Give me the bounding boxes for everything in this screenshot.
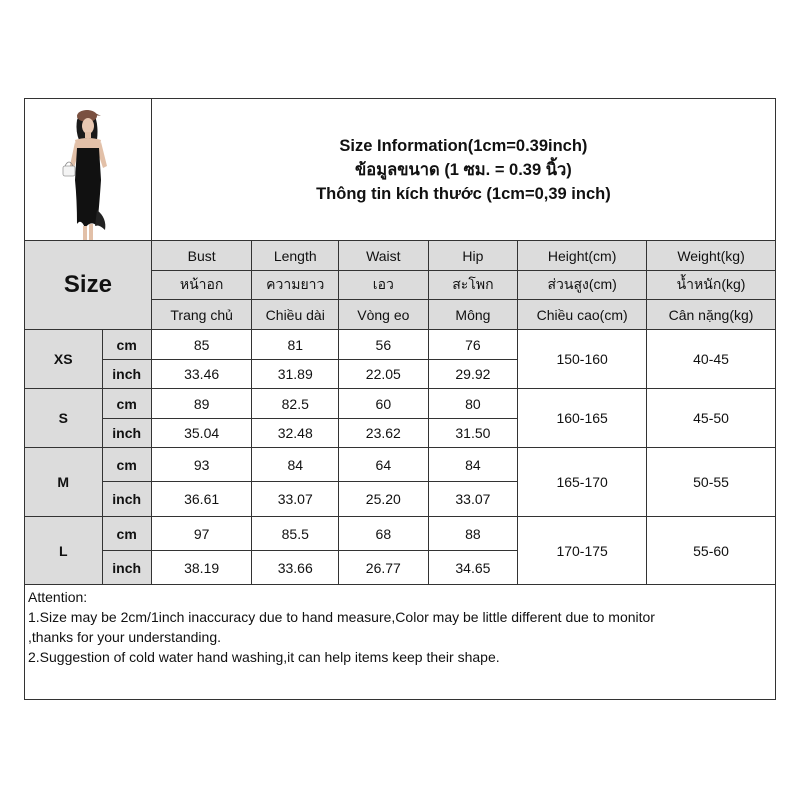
xs-length-inch: 31.89: [252, 360, 339, 389]
info-thai: ข้อมูลขนาด (1 ซม. = 0.39 นิ้ว): [355, 160, 572, 179]
size-l: L: [25, 517, 103, 585]
col-hip-th: สะโพก: [428, 271, 518, 300]
xs-hip-cm: 76: [428, 330, 518, 360]
product-photo: [25, 99, 152, 241]
col-height-vi: Chiều cao(cm): [518, 300, 647, 330]
col-length-th: ความยาว: [252, 271, 339, 300]
col-bust-vi: Trang chủ: [151, 300, 252, 330]
unit-inch: inch: [102, 482, 151, 517]
s-waist-cm: 60: [339, 389, 429, 419]
m-hip-cm: 84: [428, 448, 518, 482]
xs-waist-inch: 22.05: [339, 360, 429, 389]
col-waist-en: Waist: [339, 241, 429, 271]
m-weight: 50-55: [647, 448, 776, 517]
unit-inch: inch: [102, 419, 151, 448]
unit-cm: cm: [102, 517, 151, 551]
m-waist-inch: 25.20: [339, 482, 429, 517]
col-bust-th: หน้าอก: [151, 271, 252, 300]
info-vietnamese: Thông tin kích thước (1cm=0,39 inch): [316, 184, 611, 203]
l-bust-inch: 38.19: [151, 551, 252, 585]
m-waist-cm: 64: [339, 448, 429, 482]
m-length-inch: 33.07: [252, 482, 339, 517]
s-length-cm: 82.5: [252, 389, 339, 419]
size-column-header: Size: [25, 241, 152, 330]
l-length-cm: 85.5: [252, 517, 339, 551]
s-bust-inch: 35.04: [151, 419, 252, 448]
attention-line-2: ,thanks for your understanding.: [28, 629, 222, 645]
m-height: 165-170: [518, 448, 647, 517]
col-hip-vi: Mông: [428, 300, 518, 330]
s-hip-cm: 80: [428, 389, 518, 419]
xs-height: 150-160: [518, 330, 647, 389]
col-weight-vi: Cân nặng(kg): [647, 300, 776, 330]
unit-cm: cm: [102, 448, 151, 482]
info-english: Size Information(1cm=0.39inch): [339, 136, 588, 155]
model-photo-illustration: [25, 100, 149, 240]
col-length-vi: Chiều dài: [252, 300, 339, 330]
col-weight-en: Weight(kg): [647, 241, 776, 271]
l-weight: 55-60: [647, 517, 776, 585]
s-height: 160-165: [518, 389, 647, 448]
size-s: S: [25, 389, 103, 448]
l-bust-cm: 97: [151, 517, 252, 551]
m-bust-cm: 93: [151, 448, 252, 482]
l-hip-inch: 34.65: [428, 551, 518, 585]
xs-bust-cm: 85: [151, 330, 252, 360]
l-length-inch: 33.66: [252, 551, 339, 585]
attention-notes: [25, 585, 776, 700]
xs-length-cm: 81: [252, 330, 339, 360]
size-xs: XS: [25, 330, 103, 389]
xs-bust-inch: 33.46: [151, 360, 252, 389]
size-information-header: [151, 99, 775, 241]
xs-waist-cm: 56: [339, 330, 429, 360]
col-bust-en: Bust: [151, 241, 252, 271]
m-length-cm: 84: [252, 448, 339, 482]
unit-cm: cm: [102, 330, 151, 360]
l-waist-cm: 68: [339, 517, 429, 551]
col-length-en: Length: [252, 241, 339, 271]
unit-inch: inch: [102, 551, 151, 585]
attention-line-3: 2.Suggestion of cold water hand washing,it can help items keep their shape.: [28, 649, 500, 665]
size-m: M: [25, 448, 103, 517]
xs-weight: 40-45: [647, 330, 776, 389]
unit-cm: cm: [102, 389, 151, 419]
l-height: 170-175: [518, 517, 647, 585]
s-waist-inch: 23.62: [339, 419, 429, 448]
col-height-th: ส่วนสูง(cm): [518, 271, 647, 300]
attention-title: Attention:: [28, 589, 88, 605]
attention-line-1: 1.Size may be 2cm/1inch inaccuracy due to hand measure,Color may be little different due to monitor: [28, 609, 655, 625]
col-waist-th: เอว: [339, 271, 429, 300]
size-chart-table: [24, 98, 776, 700]
col-weight-th: น้ำหนัก(kg): [647, 271, 776, 300]
m-hip-inch: 33.07: [428, 482, 518, 517]
s-hip-inch: 31.50: [428, 419, 518, 448]
m-bust-inch: 36.61: [151, 482, 252, 517]
col-height-en: Height(cm): [518, 241, 647, 271]
s-bust-cm: 89: [151, 389, 252, 419]
s-weight: 45-50: [647, 389, 776, 448]
col-waist-vi: Vòng eo: [339, 300, 429, 330]
s-length-inch: 32.48: [252, 419, 339, 448]
l-hip-cm: 88: [428, 517, 518, 551]
col-hip-en: Hip: [428, 241, 518, 271]
unit-inch: inch: [102, 360, 151, 389]
l-waist-inch: 26.77: [339, 551, 429, 585]
xs-hip-inch: 29.92: [428, 360, 518, 389]
